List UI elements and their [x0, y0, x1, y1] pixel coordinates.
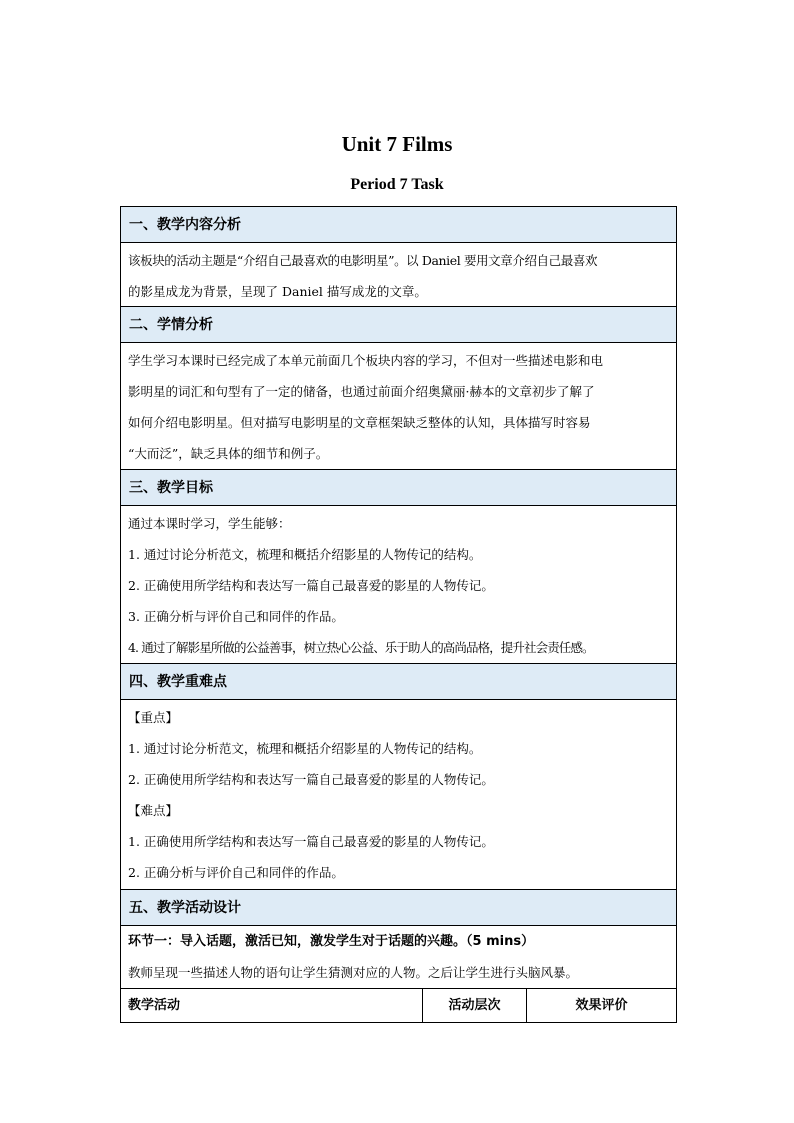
- column-header-level: 活动层次: [423, 989, 527, 1022]
- objective-item: 4. 通过了解影星所做的公益善事，树立热心公益、乐于助人的高尚品格，提升社会责任感。: [128, 640, 594, 655]
- lesson-plan-table: [120, 206, 677, 1023]
- objectives-intro: 通过本课时学习，学生能够：: [128, 516, 291, 531]
- section-body-student-analysis: [121, 343, 676, 470]
- objective-item: 3. 正确分析与评价自己和同伴的作品。: [128, 609, 344, 624]
- student-analysis-line: 影明星的词汇和句型有了一定的储备，也通过前面介绍奥黛丽·赫本的文章初步了解了: [128, 384, 595, 399]
- content-analysis-line: 的影星成龙为背景，呈现了 Daniel 描写成龙的文章。: [128, 284, 427, 299]
- document-subtitle: Period 7 Task: [350, 176, 444, 193]
- activity-table-header: [121, 989, 676, 1022]
- student-analysis-line: 如何介绍电影明星。但对描写电影明星的文章框架缺乏整体的认知，具体描写时容易: [128, 415, 591, 430]
- step-one-description: 教师呈现一些描述人物的语句让学生猜测对应的人物。之后让学生进行头脑风暴。: [128, 965, 579, 980]
- section-heading-teaching-objectives: 三、教学目标: [121, 470, 676, 506]
- section-body-teaching-objectives: [121, 506, 676, 664]
- document-title: Unit 7 Films: [341, 132, 453, 156]
- section-heading-content-analysis: 一、教学内容分析: [121, 207, 676, 243]
- objective-item: 2. 正确使用所学结构和表达写一篇自己最喜爱的影星的人物传记。: [128, 578, 494, 593]
- step-one-heading: 环节一：导入话题，激活已知，激发学生对于话题的兴趣。（5 mins）: [128, 934, 535, 949]
- student-analysis-line: “大而泛”，缺乏具体的细节和例子。: [128, 446, 329, 461]
- difficult-point-item: 1. 正确使用所学结构和表达写一篇自己最喜爱的影星的人物传记。: [128, 834, 494, 849]
- key-points-label: 【重点】: [128, 710, 179, 725]
- student-analysis-line: 学生学习本课时已经完成了本单元前面几个板块内容的学习，不但对一些描述电影和电: [128, 353, 604, 368]
- column-header-activity: 教学活动: [121, 989, 423, 1022]
- column-header-evaluation: 效果评价: [575, 998, 628, 1013]
- section-heading-activity-design: 五、教学活动设计: [121, 890, 676, 926]
- key-point-item: 2. 正确使用所学结构和表达写一篇自己最喜爱的影星的人物传记。: [128, 772, 494, 787]
- section-body-activity-design: [121, 926, 676, 989]
- difficult-points-label: 【难点】: [128, 803, 179, 818]
- section-heading-key-difficult-points: 四、教学重难点: [121, 664, 676, 700]
- section-body-content-analysis: [121, 243, 676, 307]
- content-analysis-line: 该板块的活动主题是“介绍自己最喜欢的电影明星”。以 Daniel 要用文章介绍自己最喜欢: [128, 253, 598, 268]
- difficult-point-item: 2. 正确分析与评价自己和同伴的作品。: [128, 865, 344, 880]
- key-point-item: 1. 通过讨论分析范文，梳理和概括介绍影星的人物传记的结构。: [128, 741, 482, 756]
- objective-item: 1. 通过讨论分析范文，梳理和概括介绍影星的人物传记的结构。: [128, 547, 482, 562]
- section-heading-student-analysis: 二、学情分析: [121, 307, 676, 343]
- section-body-key-difficult-points: [121, 700, 676, 890]
